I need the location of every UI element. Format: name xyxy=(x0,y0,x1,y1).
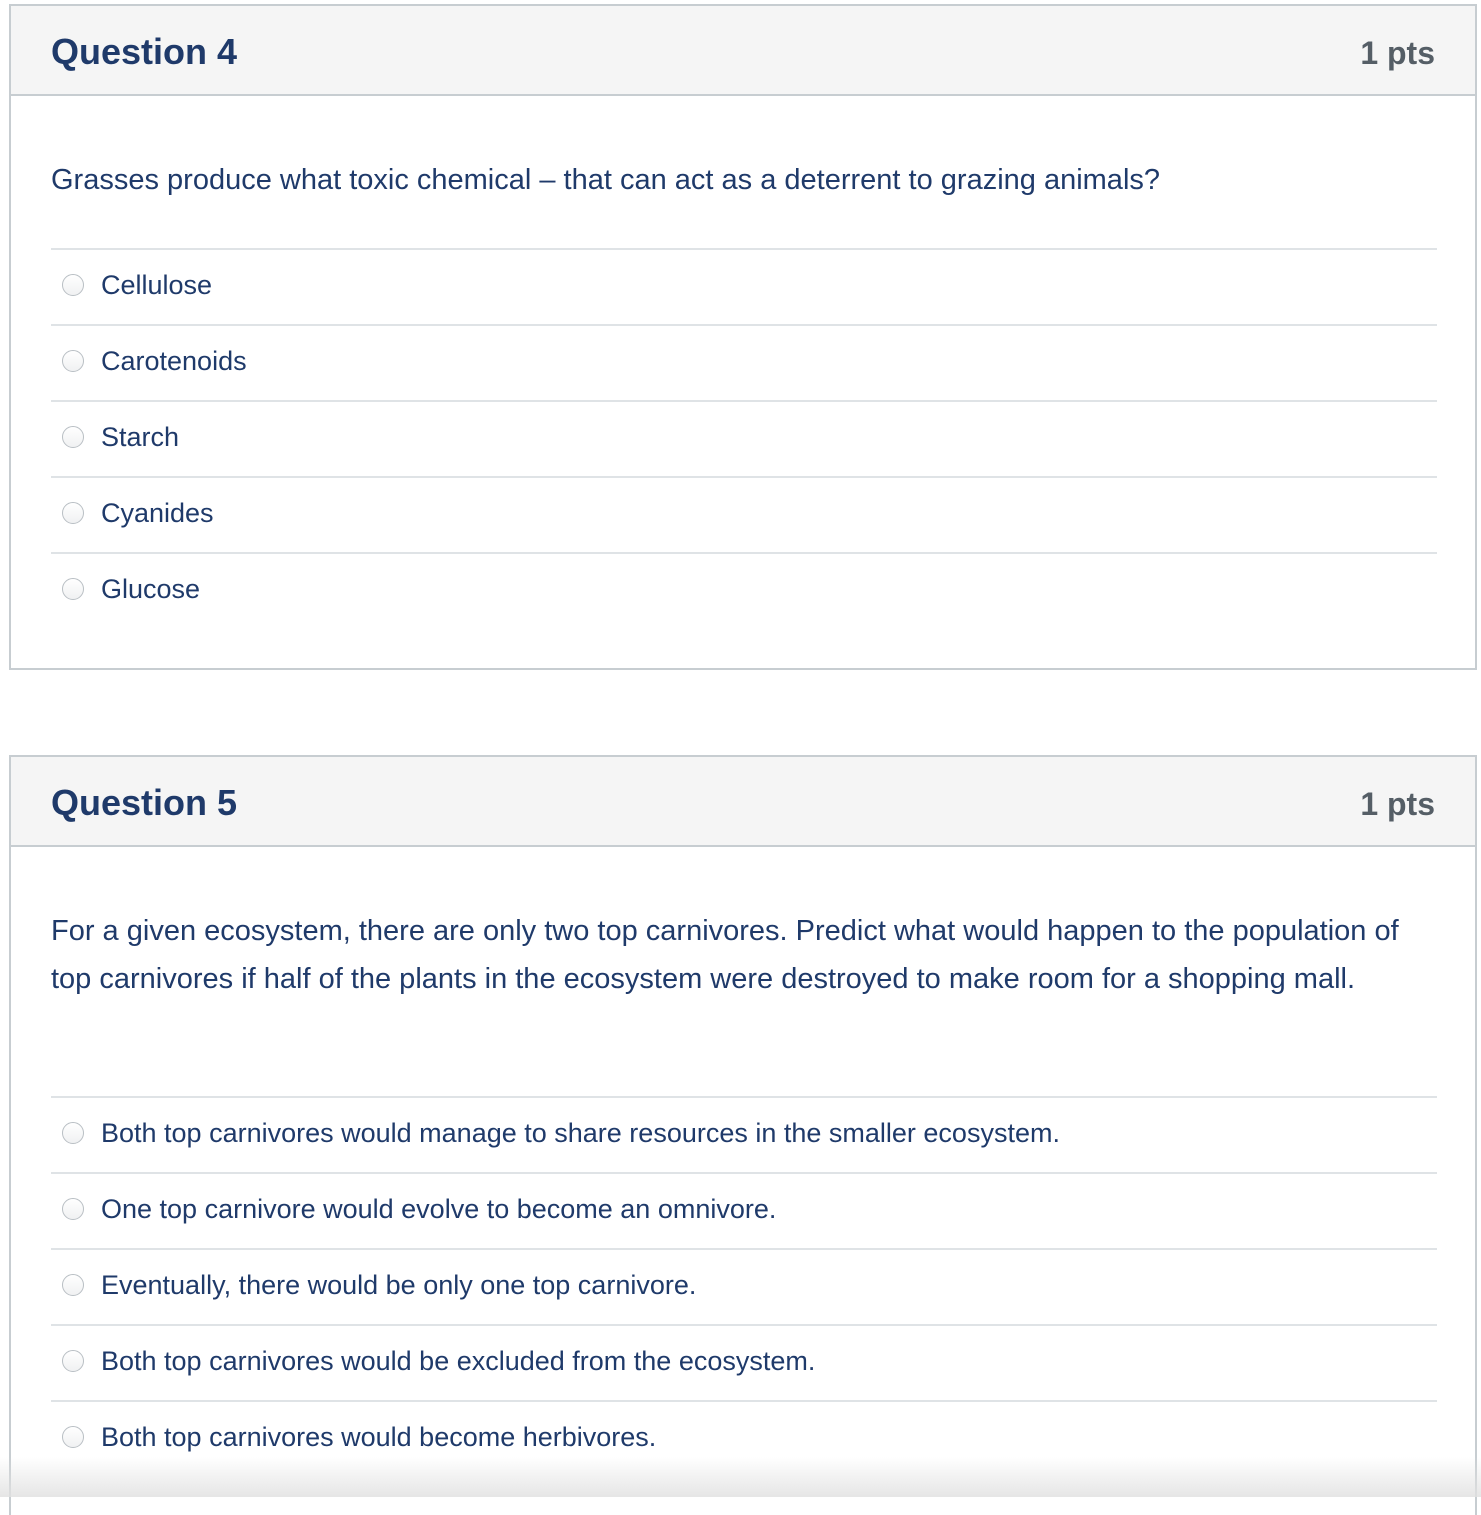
question-5 xyxy=(9,755,1477,1515)
answer-option[interactable] xyxy=(51,1402,1437,1476)
answer-option[interactable] xyxy=(51,326,1437,402)
radio-button[interactable] xyxy=(62,502,84,524)
question-title: Question 4 xyxy=(51,31,238,72)
answer-label[interactable]: Both top carnivores would be excluded from the ecosystem. xyxy=(101,1346,816,1376)
radio-button[interactable] xyxy=(62,1198,84,1220)
question-text: Grasses produce what toxic chemical – that can act as a deterrent to grazing animals? xyxy=(51,164,1161,196)
answer-option[interactable] xyxy=(51,250,1437,326)
question-title: Question 5 xyxy=(51,782,238,823)
answer-option[interactable] xyxy=(51,478,1437,554)
answer-list xyxy=(51,1096,1437,1476)
question-header xyxy=(11,6,1475,96)
question-text: For a given ecosystem, there are only two top carnivores. Predict what would happen to the population of top carnivores if half of the plants in the ecosystem were destroyed to make room for a shopping mall. xyxy=(51,915,1399,995)
answer-label[interactable]: Cyanides xyxy=(101,498,214,528)
question-header xyxy=(11,757,1475,847)
question-points: 1 pts xyxy=(1360,786,1435,822)
answer-label[interactable]: Starch xyxy=(101,422,180,452)
answer-option[interactable] xyxy=(51,554,1437,628)
answer-label[interactable]: Carotenoids xyxy=(101,346,247,376)
radio-button[interactable] xyxy=(62,274,84,296)
answer-label[interactable]: Both top carnivores would become herbivores. xyxy=(101,1422,657,1452)
radio-button[interactable] xyxy=(62,1122,84,1144)
answer-label[interactable]: Cellulose xyxy=(101,270,213,300)
question-points: 1 pts xyxy=(1360,35,1435,71)
radio-button[interactable] xyxy=(62,350,84,372)
question-4 xyxy=(9,4,1477,670)
answer-label[interactable]: Eventually, there would be only one top carnivore. xyxy=(101,1270,697,1300)
answer-label[interactable]: One top carnivore would evolve to become an omnivore. xyxy=(101,1194,777,1224)
answer-option[interactable] xyxy=(51,1098,1437,1174)
radio-button[interactable] xyxy=(62,578,84,600)
answer-label[interactable]: Both top carnivores would manage to share resources in the smaller ecosystem. xyxy=(101,1118,1060,1148)
answer-option[interactable] xyxy=(51,402,1437,478)
answer-option[interactable] xyxy=(51,1250,1437,1326)
radio-button[interactable] xyxy=(62,426,84,448)
radio-button[interactable] xyxy=(62,1274,84,1296)
answer-option[interactable] xyxy=(51,1174,1437,1250)
answer-list xyxy=(51,248,1437,628)
answer-option[interactable] xyxy=(51,1326,1437,1402)
radio-button[interactable] xyxy=(62,1350,84,1372)
radio-button[interactable] xyxy=(62,1426,84,1448)
answer-label[interactable]: Glucose xyxy=(101,574,201,604)
